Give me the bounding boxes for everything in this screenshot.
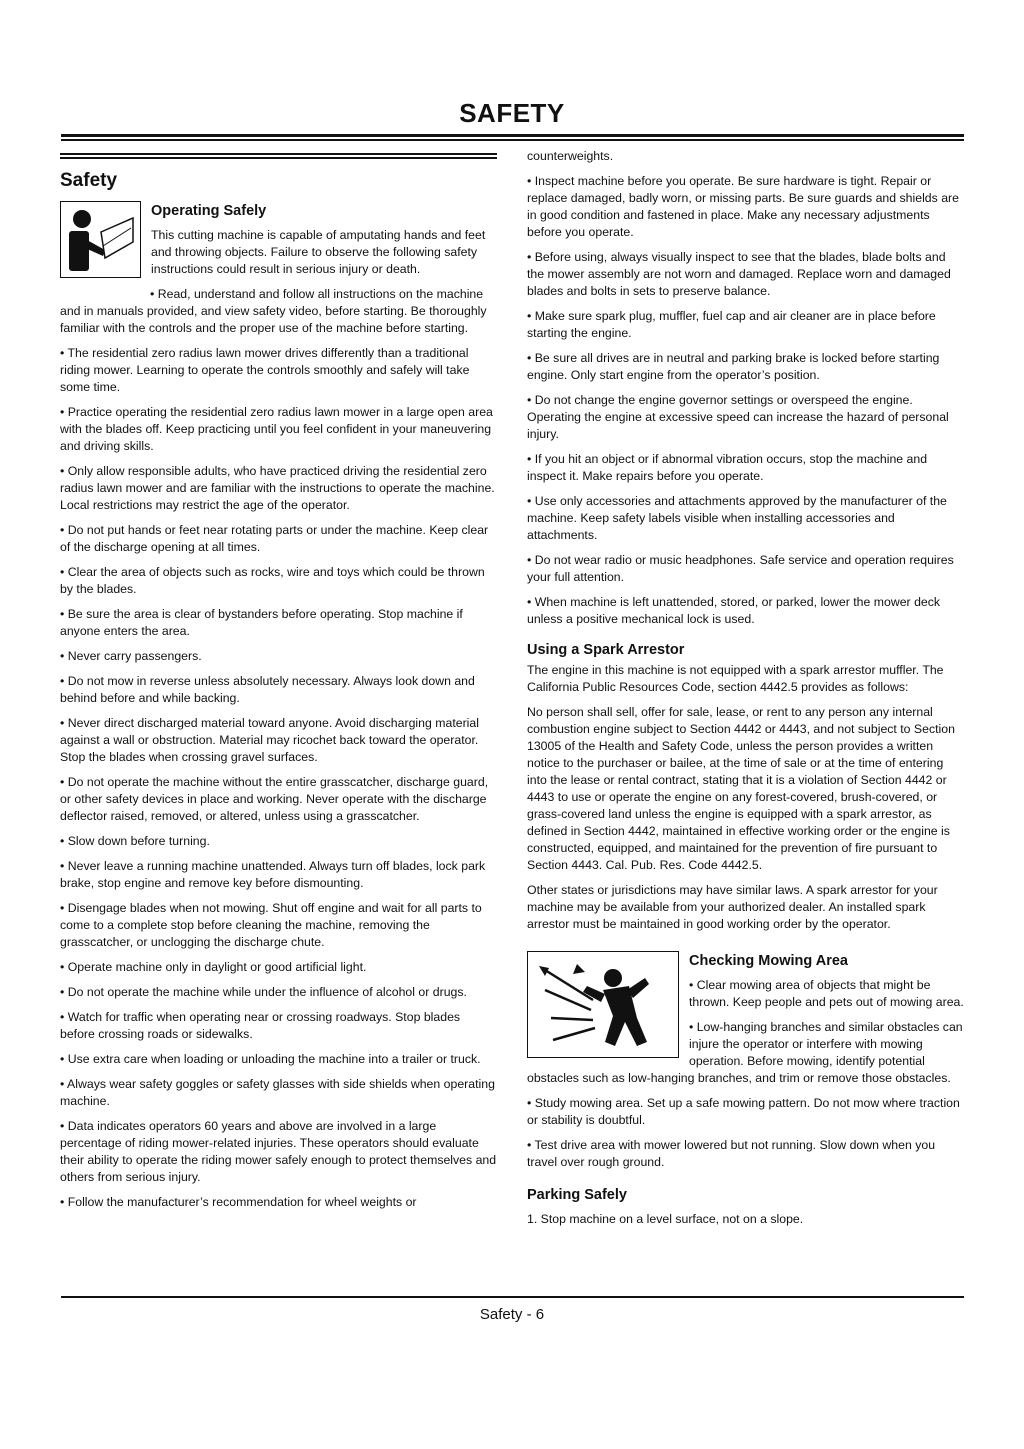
bullet-item: • Watch for traffic when operating near or crossing roadways. Stop blades before crossing roads or sidewalks. — [60, 1010, 461, 1041]
bullet-item: • Inspect machine before you operate. Be sure hardware is tight. Repair or replace damaged, badly worn, or missing parts. Be sure guards and shields are in good condition and fastened in place. Make any necessary adjustments before you operate. — [527, 174, 959, 239]
bullet-item: • Clear the area of objects such as rocks, wire and toys which could be thrown by the blades. — [60, 565, 485, 596]
numbered-step: 1. Stop machine on a level surface, not on a slope. — [527, 1212, 804, 1226]
operating-intro: This cutting machine is capable of amputating hands and feet and throwing objects. Failure to observe the following safety instructions could result in serious injury or death. — [151, 228, 486, 276]
bullet-item: • Use extra care when loading or unloading the machine into a trailer or truck. — [60, 1052, 481, 1066]
section-rule — [60, 153, 497, 159]
bullet-item: • If you hit an object or if abnormal vibration occurs, stop the machine and inspect it. Make repairs before you operate. — [527, 452, 928, 483]
spark-paragraph: No person shall sell, offer for sale, lease, or rent to any person any internal combustion engine subject to Section 4442 or 4443, and not subject to Section 13005 of the Health and Safety Code, unless the person provides a written notice to the purchaser or bailee, at the time of sale or at the time of entering into the lease or rental contract, stating that it is a violation of Section 4442 or 4443 to use or operate the engine on any forest-covered, brush-covered, or grass-covered land unless the engine is equipped with a spark arrestor, as defined in Section 4442, maintained in effective working order or the engine is constructed, equipped, and maintained for the prevention of fire pursuant to Section 4443. Cal. Pub. Res. Code 4442.5. — [527, 705, 955, 872]
page-title: SAFETY — [459, 98, 565, 128]
section-title: Safety — [60, 170, 118, 191]
spark-paragraph: The engine in this machine is not equipped with a spark arrestor muffler. The California Public Resources Code, section 4442.5 provides as follows: — [527, 663, 944, 694]
title-rule-top — [61, 134, 964, 137]
bullet-item: • The residential zero radius lawn mower drives differently than a traditional riding mower. Learning to operate the controls smoothly and safely will take some time. — [60, 346, 470, 394]
bullet-item: • Do not mow in reverse unless absolutely necessary. Always look down and behind before and while backing. — [60, 674, 475, 705]
bullet-item: • Do not operate the machine without the entire grasscatcher, discharge guard, or other safety devices in place and working. Never operate with the discharge deflector raised, removed, or altered, unless using a grasscatcher. — [60, 775, 489, 823]
bullet-item: • Disengage blades when not mowing. Shut off engine and wait for all parts to come to a complete stop before cleaning the machine, removing the grasscatcher, or unclogging the discharge chute. — [60, 901, 482, 949]
bullet-item: • Do not put hands or feet near rotating parts or under the machine. Keep clear of the discharge opening at all times. — [60, 523, 489, 554]
footer-rule — [61, 1296, 964, 1298]
bullet-item: • Data indicates operators 60 years and above are involved in a large percentage of riding mower-related injuries. These operators should evaluate their ability to operate the riding mower safely enough to protect themselves and others from serious injury. — [60, 1119, 497, 1184]
bullet-item: • When machine is left unattended, stored, or parked, lower the mower deck unless a positive mechanical lock is used. — [527, 595, 941, 626]
bullet-item: • Test drive area with mower lowered but not running. Slow down when you travel over rough ground. — [527, 1138, 936, 1169]
spark-arrestor-title: Using a Spark Arrestor — [527, 642, 685, 658]
bullet-item: • Slow down before turning. — [60, 834, 210, 848]
bullet-item: • Do not change the engine governor settings or overspeed the engine. Operating the engine at excessive speed can increase the hazard of personal injury. — [527, 393, 949, 441]
bullet-item: • Be sure the area is clear of bystanders before operating. Stop machine if anyone enters the area. — [60, 607, 463, 638]
parking-title: Parking Safely — [527, 1187, 627, 1203]
bullet-item: • Before using, always visually inspect to see that the blades, blade bolts and the mower assembly are not worn and damaged. Replace worn and damaged blades and bolts in sets to preserve balance. — [527, 250, 951, 298]
page-number: Safety - 6 — [479, 1306, 545, 1323]
bullet-item: • Operate machine only in daylight or good artificial light. — [60, 960, 367, 974]
bullet-item: • Study mowing area. Set up a safe mowing pattern. Do not mow where traction or stability is doubtful. — [527, 1096, 960, 1127]
bullet-item: • Low-hanging branches and similar obstacles can injure the operator or interfere with mowing operation. Before mowing, identify potential obstacles such as low-hanging branches, and trim or remove those obstacles. — [527, 1020, 963, 1085]
left-column — [60, 153, 497, 1219]
read-manual-icon — [60, 201, 141, 278]
right-column — [527, 148, 965, 1236]
continuation-text: counterweights. — [527, 149, 614, 163]
bullet-item: • Always wear safety goggles or safety glasses with side shields when operating machine. — [60, 1077, 495, 1108]
bullet-item: • Be sure all drives are in neutral and parking brake is locked before starting engine. Only start engine from the operator’s position. — [527, 351, 940, 382]
thrown-object-icon — [527, 951, 679, 1058]
bullet-item: • Do not operate the machine while under the influence of alcohol or drugs. — [60, 985, 467, 999]
bullet-item: • Only allow responsible adults, who have practiced driving the residential zero radius lawn mower and are familiar with the instructions to operate the machine. Local restrictions may restrict the age of the operator. — [60, 464, 495, 512]
bullet-item: • Do not wear radio or music headphones. Safe service and operation requires your full attention. — [527, 553, 954, 584]
bullet-item: • Never leave a running machine unattended. Always turn off blades, lock park brake, stop engine and remove key before dismounting. — [60, 859, 486, 890]
bullet-item: • Follow the manufacturer’s recommendation for wheel weights or — [60, 1195, 417, 1209]
bullet-item: • Make sure spark plug, muffler, fuel cap and air cleaner are in place before starting the engine. — [527, 309, 936, 340]
bullet-item: • Practice operating the residential zero radius lawn mower in a large open area with the blades off. Keep practicing until you feel confident in your maneuvering and driving skills. — [60, 405, 493, 453]
title-rule-bottom — [61, 139, 964, 141]
bullet-item: • Never direct discharged material toward anyone. Avoid discharging material against a wall or obstruction. Material may ricochet back toward the operator. Stop the blades when crossing gravel surfaces. — [60, 716, 479, 764]
bullet-item: • Use only accessories and attachments approved by the manufacturer of the machine. Keep safety labels visible when installing accessories and attachments. — [527, 494, 947, 542]
mowing-area-title: Checking Mowing Area — [689, 953, 848, 969]
spark-paragraph: Other states or jurisdictions may have similar laws. A spark arrestor for your machine may be available from your authorized dealer. An installed spark arrestor must be maintained in good working order by the operator. — [527, 883, 938, 931]
bullet-item: • Read, understand and follow all instructions on the machine and in manuals provided, and view safety video, before starting. Be thoroughly familiar with the controls and the proper use of the machine before starting. — [60, 287, 487, 335]
operating-title: Operating Safely — [151, 203, 267, 219]
bullet-item: • Never carry passengers. — [60, 649, 202, 663]
bullet-item: • Clear mowing area of objects that might be thrown. Keep people and pets out of mowing area. — [689, 978, 964, 1009]
